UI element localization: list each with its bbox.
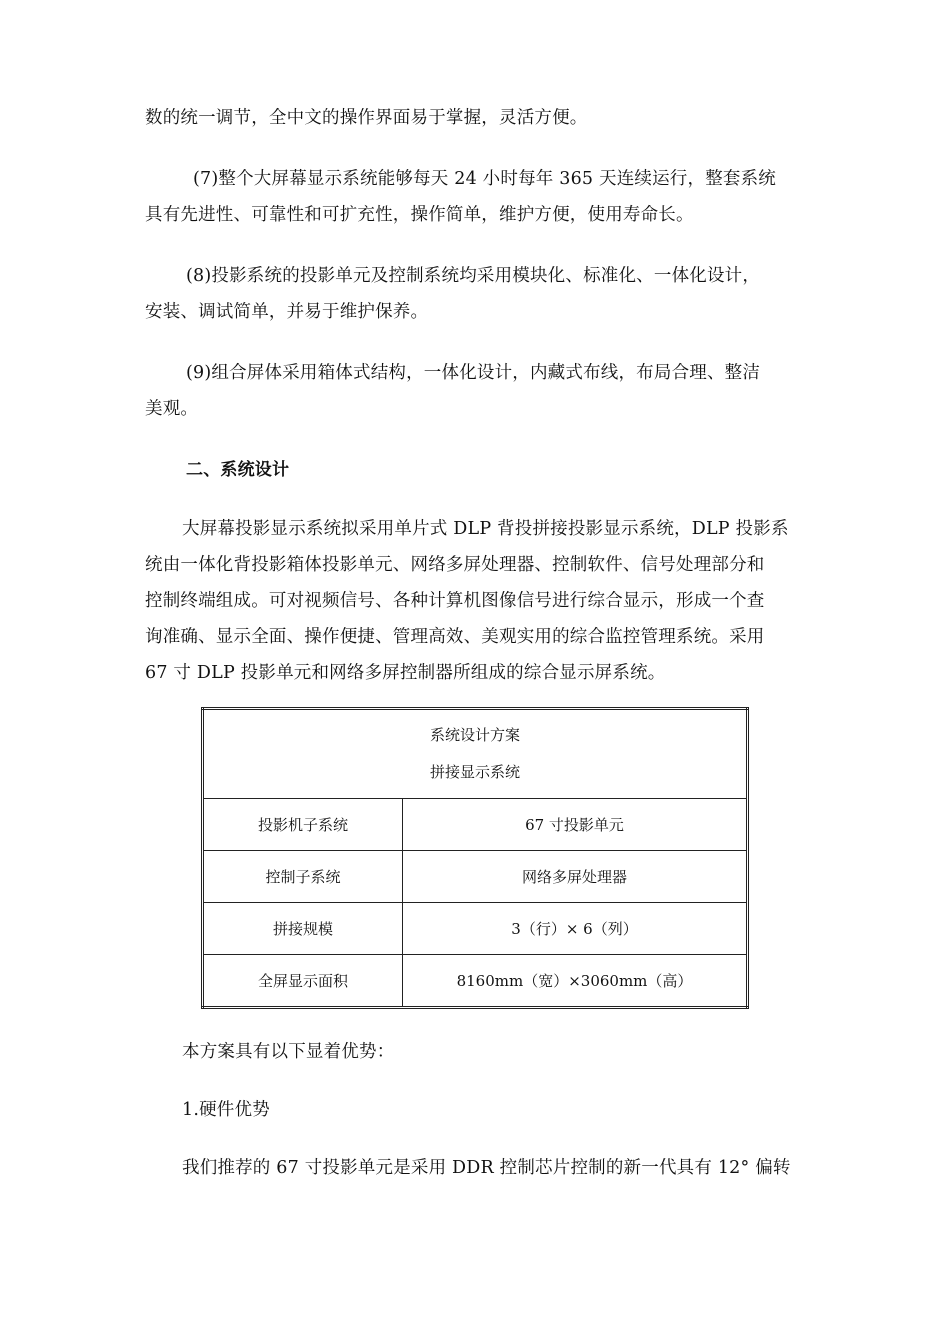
paragraph-line: 安装、调试简单，并易于维护保养。 [145, 302, 429, 322]
paragraph-line: 67 寸 DLP 投影单元和网络多屏控制器所组成的综合显示屏系统。 [145, 663, 666, 683]
table-row [203, 955, 748, 1008]
table-cell-value: 8160mm（宽）×3060mm（高） [403, 955, 748, 1008]
paragraph-line: 统由一体化背投影箱体投影单元、网络多屏处理器、控制软件、信号处理部分和 [145, 555, 765, 575]
section-heading: 二、系统设计 [186, 460, 290, 480]
paragraph-line: 美观。 [145, 399, 199, 419]
table-row [203, 903, 748, 955]
table-title: 系统设计方案 [429, 726, 520, 744]
paragraph-line: (7)整个大屏幕显示系统能够每天 24 小时每年 365 天连续运行，整套系统 [193, 169, 777, 189]
paragraph-line: 大屏幕投影显示系统拟采用单片式 DLP 背投拼接投影显示系统，DLP 投影系 [182, 519, 789, 539]
table-cell-value: 3（行）× 6（列） [403, 903, 748, 955]
table-cell-label: 控制子系统 [203, 851, 403, 903]
table-cell-label: 投影机子系统 [203, 799, 403, 851]
system-design-table [201, 707, 749, 1009]
table-header-cell [203, 709, 748, 799]
table-cell-value: 67 寸投影单元 [403, 799, 748, 851]
paragraph-line: 1.硬件优势 [182, 1100, 270, 1120]
paragraph-line: (8)投影系统的投影单元及控制系统均采用模块化、标准化、一体化设计， [186, 266, 761, 286]
paragraph-line: 本方案具有以下显着优势： [182, 1042, 395, 1062]
table-cell-value: 网络多屏处理器 [403, 851, 748, 903]
paragraph-line: (9)组合屏体采用箱体式结构，一体化设计，内藏式布线，布局合理、整洁 [186, 363, 761, 383]
paragraph-line: 具有先进性、可靠性和可扩充性，操作简单，维护方便，使用寿命长。 [145, 205, 694, 225]
table-cell-label: 拼接规模 [203, 903, 403, 955]
paragraph-line: 控制终端组成。可对视频信号、各种计算机图像信号进行综合显示，形成一个查 [145, 591, 765, 611]
paragraph-line: 询准确、显示全面、操作便捷、管理高效、美观实用的综合监控管理系统。采用 [145, 627, 765, 647]
table-subtitle: 拼接显示系统 [429, 763, 520, 781]
table-row [203, 851, 748, 903]
table-cell-label: 全屏显示面积 [203, 955, 403, 1008]
paragraph-line: 我们推荐的 67 寸投影单元是采用 DDR 控制芯片控制的新一代具有 12° 偏转 [182, 1158, 791, 1178]
table-row [203, 799, 748, 851]
paragraph-line: 数的统一调节，全中文的操作界面易于掌握，灵活方便。 [145, 108, 588, 128]
